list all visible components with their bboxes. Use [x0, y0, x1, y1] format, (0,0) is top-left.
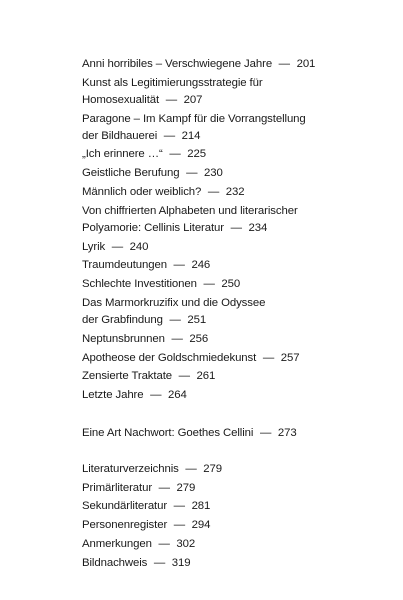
toc-entry [82, 295, 382, 329]
toc-entry-title: Von chiffrierten Alphabeten und literarischer [82, 204, 298, 217]
group-spacer [82, 444, 382, 461]
toc-page-number: 230 [204, 167, 223, 180]
toc-separator: — [158, 537, 170, 550]
toc-group-appendix [82, 461, 382, 572]
toc-separator: — [169, 313, 181, 326]
toc-separator: — [278, 58, 290, 70]
toc-page-number: 232 [225, 185, 245, 198]
toc-page-number: 234 [248, 221, 268, 234]
group-spacer [82, 406, 382, 425]
toc-page-number: 214 [181, 129, 201, 142]
toc-page-number: 302 [176, 537, 196, 550]
toc-separator: — [186, 167, 198, 180]
toc-entry [82, 517, 382, 534]
toc-entry [82, 239, 382, 256]
toc-separator: — [171, 332, 183, 345]
toc-page-number: 279 [176, 481, 196, 494]
toc-page-number: 264 [168, 389, 187, 402]
toc-separator: — [165, 93, 178, 106]
toc-entry [82, 257, 382, 274]
toc-page-number: 246 [191, 259, 211, 272]
toc-page-number: 240 [129, 240, 149, 253]
toc-entry [82, 461, 382, 478]
toc-page-number: 319 [171, 556, 191, 569]
toc-page-number: 281 [191, 500, 211, 513]
toc-separator: — [185, 462, 197, 475]
toc-separator: — [111, 240, 124, 253]
toc-entry [82, 536, 382, 553]
toc-entry [82, 111, 382, 145]
toc-entry-title: Personenregister [82, 519, 168, 532]
toc-entry [82, 498, 382, 515]
toc-separator: — [203, 278, 215, 291]
toc-entry-title: Letzte Jahre [82, 389, 144, 402]
toc-page-number: 257 [280, 351, 300, 364]
toc-entry [82, 331, 382, 348]
toc-separator: — [173, 500, 185, 513]
toc-separator: — [150, 389, 162, 402]
toc-entry-title: Bildnachweis [82, 556, 148, 569]
toc-page-number: 207 [183, 93, 203, 106]
toc-separator: — [169, 148, 181, 161]
toc-entry-title: Kunst als Legitimierungsstrategie für [82, 76, 263, 89]
toc-separator: — [207, 185, 220, 198]
toc-entry [82, 368, 382, 385]
toc-separator: — [153, 556, 166, 569]
toc-separator: — [259, 426, 272, 439]
toc-entry-title: Literaturverzeichnis [82, 462, 179, 475]
toc-entry-title: „Ich erinnere …“ [82, 148, 163, 161]
toc-entry-title: Geistliche Berufung [82, 167, 180, 180]
toc-entry-title: Primärliteratur [82, 481, 153, 494]
toc-entry-title: Sekundärliteratur [82, 500, 168, 513]
toc-page-number: 294 [191, 519, 211, 532]
toc-page-number: 261 [196, 370, 216, 383]
toc-separator: — [262, 351, 275, 364]
toc-separator: — [178, 370, 190, 383]
toc-entry [82, 165, 382, 182]
toc-group-chapters [82, 56, 382, 404]
toc-entry-title: Anni horribiles – Verschwiegene Jahre [82, 58, 273, 70]
toc-separator: — [230, 221, 242, 234]
toc-entry [82, 555, 382, 572]
toc-entry [82, 350, 382, 367]
toc-separator: — [163, 129, 176, 142]
toc-entry-title: Apotheose der Goldschmiedekunst [82, 351, 257, 364]
toc-group-afterword [82, 425, 382, 442]
toc-entry [82, 387, 382, 404]
toc-page-number: 251 [187, 313, 207, 326]
toc-page-number: 273 [277, 426, 297, 439]
table-of-contents [82, 56, 382, 574]
toc-page-number: 225 [187, 148, 206, 161]
toc-entry-title: Eine Art Nachwort: Goethes Cellini [82, 426, 254, 439]
toc-entry-title: Lyrik [82, 240, 106, 253]
toc-entry-title: Männlich oder weiblich? [82, 185, 202, 198]
toc-entry-title: Neptunsbrunnen [82, 332, 165, 345]
toc-entry [82, 184, 382, 201]
toc-separator: — [173, 259, 185, 272]
toc-entry-title: Polyamorie: Cellinis Literatur [82, 221, 224, 234]
toc-page-number: 201 [296, 58, 316, 70]
toc-entry [82, 425, 382, 442]
toc-separator: — [158, 481, 170, 494]
toc-entry-title: der Grabfindung [82, 313, 163, 326]
toc-entry-title: Anmerkungen [82, 537, 152, 550]
toc-entry [82, 480, 382, 497]
toc-entry-title: Schlechte Investitionen [82, 278, 197, 291]
toc-entry [82, 146, 382, 163]
toc-page-number: 279 [203, 462, 222, 475]
toc-page-number: 256 [189, 332, 209, 345]
toc-entry-title: Homosexualität [82, 93, 160, 106]
toc-entry [82, 203, 382, 237]
toc-entry-title: der Bildhauerei [82, 129, 158, 142]
toc-entry-title: Zensierte Traktate [82, 370, 172, 383]
toc-entry-title: Paragone – Im Kampf für die Vorrangstellung [82, 112, 306, 125]
toc-entry [82, 75, 382, 109]
toc-entry-title: Traumdeutungen [82, 259, 167, 272]
toc-entry [82, 276, 382, 293]
toc-separator: — [173, 519, 186, 532]
toc-page-number: 250 [221, 278, 241, 291]
toc-entry [82, 56, 382, 73]
toc-entry-title: Das Marmorkruzifix und die Odyssee [82, 296, 266, 309]
